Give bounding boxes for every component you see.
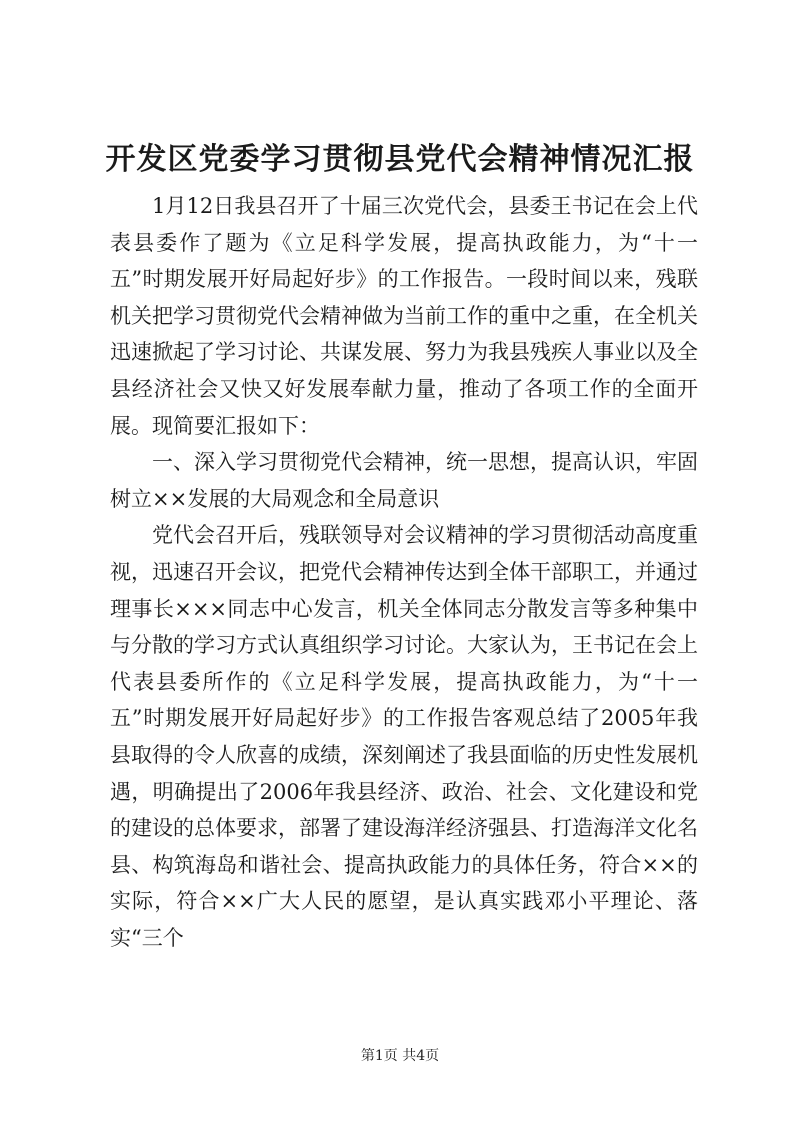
document-title: 开发区党委学习贯彻县党代会精神情况汇报	[105, 142, 695, 177]
paragraph-intro: 1月12日我县召开了十届三次党代会，县委王书记在会上代表县委作了题为《立足科学发展，提高执政能力，为“十一五”时期发展开好局起好步》的工作报告。一段时间以来，残联机关把学习贯彻党代会精神做为当前工作的重中之重，在全机关迅速掀起了学习讨论、共谋发展、努力为我县残疾人事业以及全县经济社会又快又好发展奉献力量，推动了各项工作的全面开展。现简要汇报如下：	[110, 194, 698, 438]
page-number-footer: 第1页 共4页	[360, 1048, 440, 1064]
paragraph-section-body: 党代会召开后，残联领导对会议精神的学习贯彻活动高度重视，迅速召开会议，把党代会精神传达到全体干部职工，并通过理事长×××同志中心发言，机关全体同志分散发言等多种集中与分散的学习方式认真组织学习讨论。大家认为，王书记在会上代表县委所作的《立足科学发展，提高执政能力，为“十一五”时期发展开好局起好步》的工作报告客观总结了2005年我县取得的令人欣喜的成绩，深刻阐述了我县面临的历史性发展机遇，明确提出了2006年我县经济、政治、社会、文化建设和党的建设的总体要求，部署了建设海洋经济强县、打造海洋文化名县、构筑海岛和谐社会、提高执政能力的具体任务，符合××的实际，符合××广大人民的愿望，是认真实践邓小平理论、落实“三个	[110, 523, 698, 950]
document-body	[110, 188, 698, 956]
paragraph-section-heading: 一、深入学习贯彻党代会精神，统一思想，提高认识，牢固树立××发展的大局观念和全局意识	[110, 450, 698, 511]
